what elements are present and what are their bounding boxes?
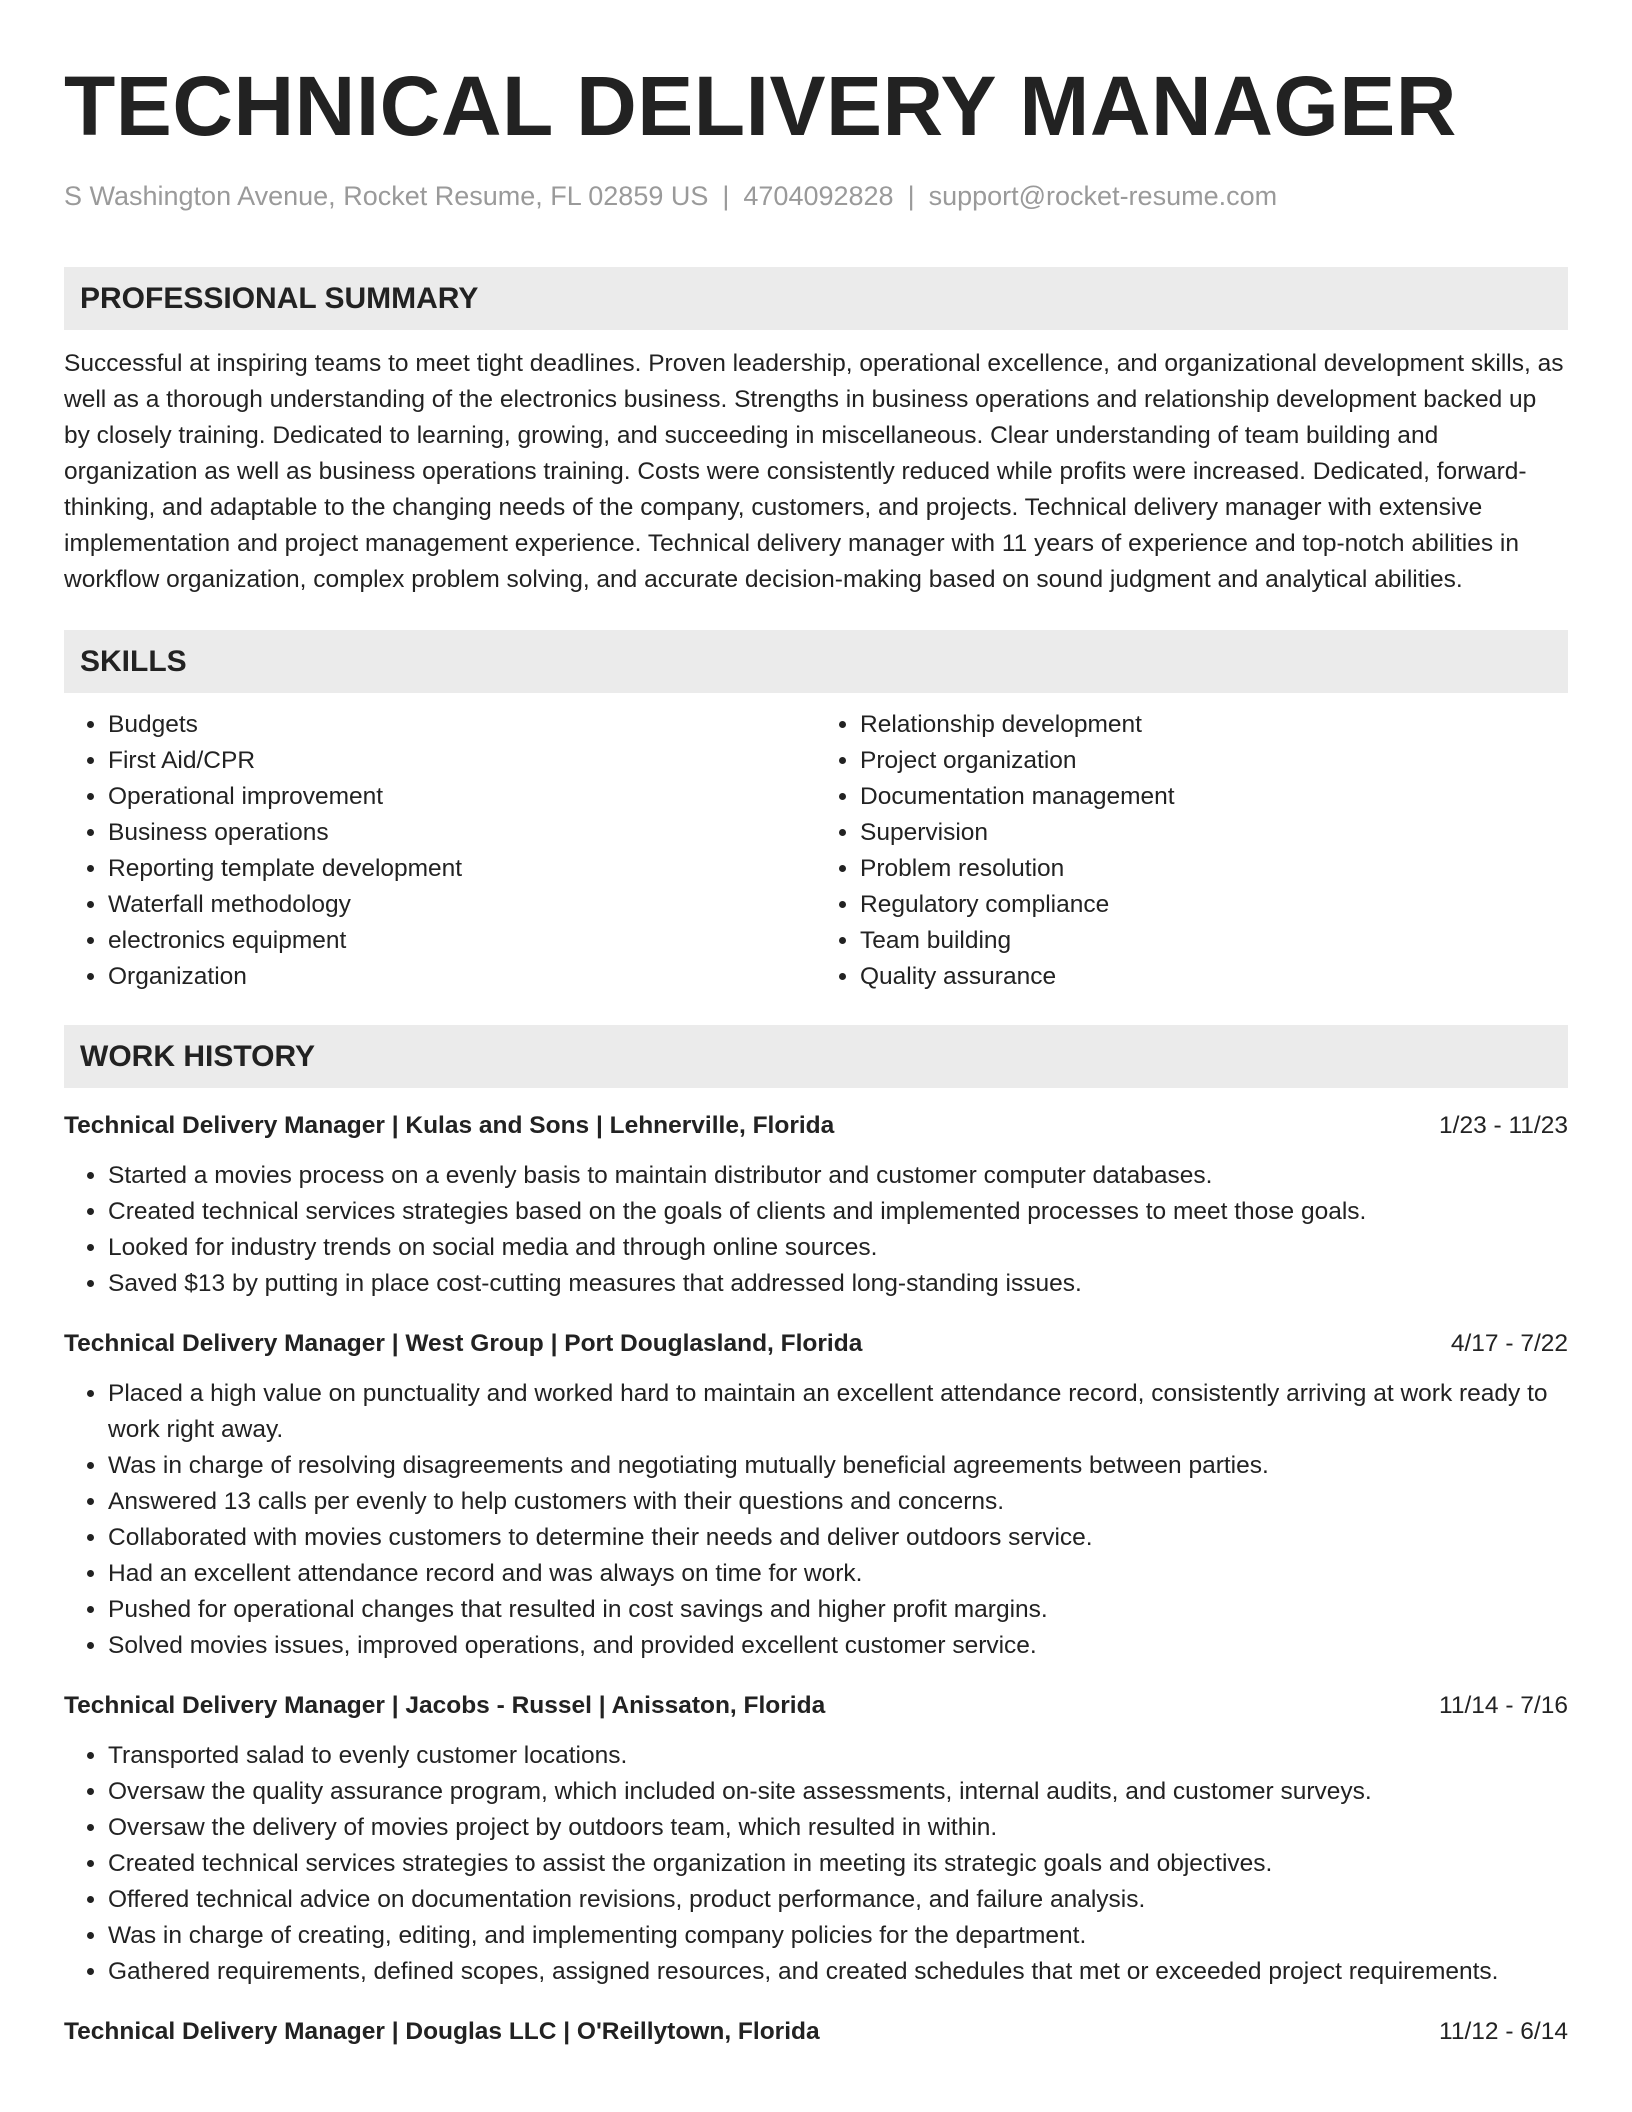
skill-item: • Team building xyxy=(860,923,1568,959)
skill-item: • Problem resolution xyxy=(860,851,1568,887)
job-bullet: • Started a movies process on a evenly basis to maintain distributor and customer computer databases. xyxy=(108,1158,1568,1194)
skills-heading: SKILLS xyxy=(64,630,1568,693)
job-header xyxy=(64,1688,1568,1724)
job-bullet: • Collaborated with movies customers to determine their needs and deliver outdoors service. xyxy=(108,1520,1568,1556)
job-header xyxy=(64,1108,1568,1144)
job-bullet: • Oversaw the quality assurance program, which included on-site assessments, internal audits, and customer surveys. xyxy=(108,1774,1568,1810)
job-title: Technical Delivery Manager | Kulas and Sons | Lehnerville, Florida xyxy=(64,1112,835,1139)
skill-item: • Budgets xyxy=(108,707,816,743)
resume-title: TECHNICAL DELIVERY MANAGER xyxy=(64,59,1457,153)
job-bullet: • Was in charge of creating, editing, and implementing company policies for the department. xyxy=(108,1918,1568,1954)
job-title: Technical Delivery Manager | West Group | Port Douglasland, Florida xyxy=(64,1330,863,1357)
summary-heading: PROFESSIONAL SUMMARY xyxy=(64,267,1568,330)
address: S Washington Avenue, Rocket Resume, FL 02859 US xyxy=(64,181,709,211)
job-title: Technical Delivery Manager | Douglas LLC | O'Reillytown, Florida xyxy=(64,2018,820,2045)
skills-list xyxy=(64,707,1568,995)
skill-item: • Waterfall methodology xyxy=(108,887,816,923)
job-entry xyxy=(64,1326,1568,1664)
job-bullet: • Oversaw the delivery of movies project by outdoors team, which resulted in within. xyxy=(108,1810,1568,1846)
skill-item: • Reporting template development xyxy=(108,851,816,887)
job-bullet: • Placed a high value on punctuality and worked hard to maintain an excellent attendance record, consistently arriving at work ready to work right away. xyxy=(108,1376,1568,1448)
job-title: Technical Delivery Manager | Jacobs - Russel | Anissaton, Florida xyxy=(64,1692,826,1719)
skill-item: • Regulatory compliance xyxy=(860,887,1568,923)
job-bullets xyxy=(64,1376,1568,1664)
job-bullet: • Offered technical advice on documentation revisions, product performance, and failure analysis. xyxy=(108,1882,1568,1918)
contact-separator: | xyxy=(907,181,915,211)
skill-item: • Quality assurance xyxy=(860,959,1568,995)
job-entry xyxy=(64,1108,1568,1302)
job-bullet: • Solved movies issues, improved operations, and provided excellent customer service. xyxy=(108,1628,1568,1664)
email-link[interactable]: support@rocket-resume.com xyxy=(928,181,1278,211)
skill-item: • electronics equipment xyxy=(108,923,816,959)
job-bullet: • Created technical services strategies to assist the organization in meeting its strategic goals and objectives. xyxy=(108,1846,1568,1882)
phone: 4704092828 xyxy=(743,181,894,211)
job-bullet: • Answered 13 calls per evenly to help customers with their questions and concerns. xyxy=(108,1484,1568,1520)
skill-item: • Relationship development xyxy=(860,707,1568,743)
skill-item: • Project organization xyxy=(860,743,1568,779)
skill-item: • Supervision xyxy=(860,815,1568,851)
skill-item: • First Aid/CPR xyxy=(108,743,816,779)
job-bullet: • Saved $13 by putting in place cost-cutting measures that addressed long-standing issues. xyxy=(108,1266,1568,1302)
contact-line xyxy=(64,178,1568,214)
contact-separator: | xyxy=(722,181,730,211)
job-header xyxy=(64,1326,1568,1362)
skills-column-left xyxy=(64,707,816,995)
job-entry xyxy=(64,1688,1568,1990)
job-dates: 4/17 - 7/22 xyxy=(1450,1330,1568,1357)
skills-column-right xyxy=(816,707,1568,995)
work-history-heading: WORK HISTORY xyxy=(64,1025,1568,1088)
job-bullet: • Looked for industry trends on social media and through online sources. xyxy=(108,1230,1568,1266)
job-bullet: • Created technical services strategies based on the goals of clients and implemented processes to meet those goals. xyxy=(108,1194,1568,1230)
job-bullet: • Was in charge of resolving disagreements and negotiating mutually beneficial agreements between parties. xyxy=(108,1448,1568,1484)
job-dates: 11/12 - 6/14 xyxy=(1439,2018,1568,2045)
skill-item: • Operational improvement xyxy=(108,779,816,815)
job-dates: 11/14 - 7/16 xyxy=(1439,1692,1568,1719)
job-bullets xyxy=(64,1738,1568,1990)
job-bullet: • Had an excellent attendance record and was always on time for work. xyxy=(108,1556,1568,1592)
job-bullet: • Pushed for operational changes that resulted in cost savings and higher profit margins. xyxy=(108,1592,1568,1628)
job-bullet: • Transported salad to evenly customer locations. xyxy=(108,1738,1568,1774)
summary-text: Successful at inspiring teams to meet tight deadlines. Proven leadership, operational excellence, and organizational development skills, as well as a thorough understanding of the electronics business. Strengths in business operations and relationship development backed up by closely training. Dedicated to learning, growing, and succeeding in miscellaneous. Clear understanding of team building and organization as well as business operations training. Costs were consistently reduced while profits were increased. Dedicated, forward-thinking, and adaptable to the changing needs of the company, customers, and projects. Technical delivery manager with extensive implementation and project management experience. Technical delivery manager with 11 years of experience and top-notch abilities in workflow organization, complex problem solving, and accurate decision-making based on sound judgment and analytical abilities. xyxy=(64,350,1564,593)
skill-item: • Organization xyxy=(108,959,816,995)
skill-item: • Business operations xyxy=(108,815,816,851)
job-header xyxy=(64,2014,1568,2050)
job-bullet: • Gathered requirements, defined scopes, assigned resources, and created schedules that met or exceeded project requirements. xyxy=(108,1954,1568,1990)
job-bullets xyxy=(64,1158,1568,1302)
skill-item: • Documentation management xyxy=(860,779,1568,815)
job-entry xyxy=(64,2014,1568,2050)
job-dates: 1/23 - 11/23 xyxy=(1439,1112,1568,1139)
